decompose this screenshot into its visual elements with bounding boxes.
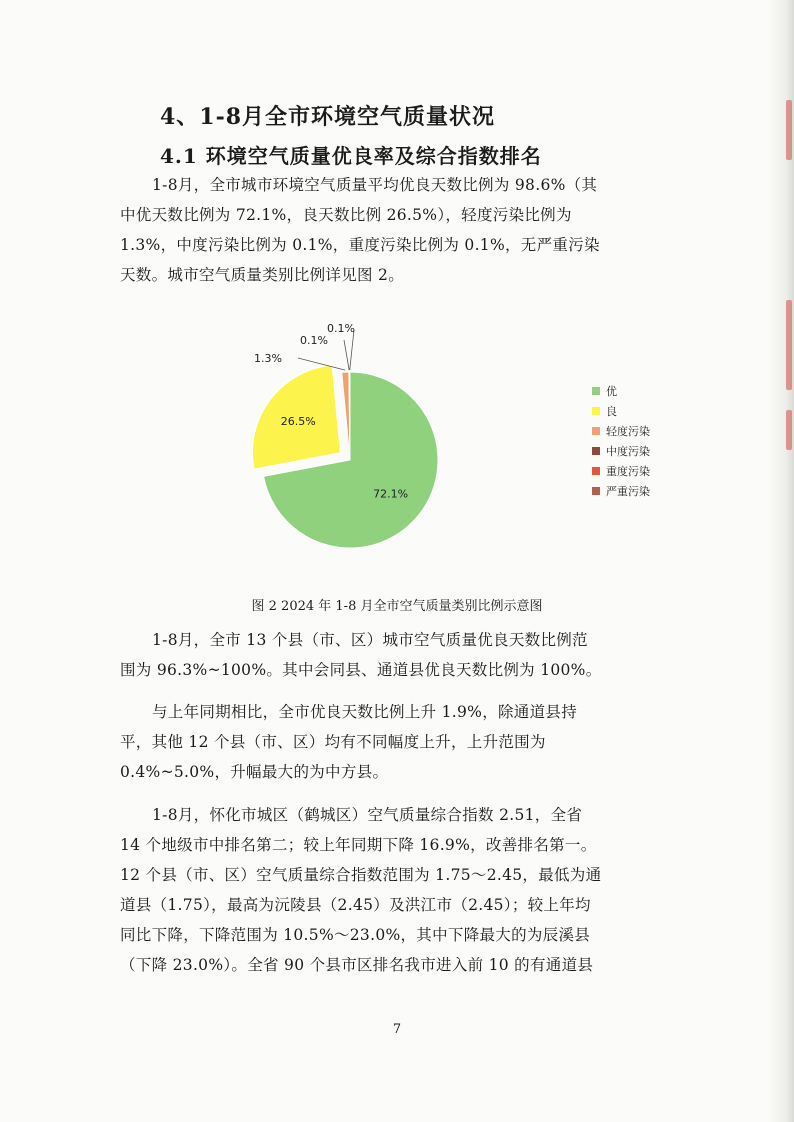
text-line: 天数。城市空气质量类别比例详见图 2。 (120, 266, 404, 284)
pie-slice-5 (349, 372, 350, 460)
text-line: 1-8月，全市 13 个县（市、区）城市空气质量优良天数比例范 (152, 631, 588, 649)
pie-data-label: 26.5% (280, 415, 316, 429)
text-line: 1.3%，中度污染比例为 0.1%，重度污染比例为 0.1%，无严重污染 (120, 236, 600, 254)
scan-edge-mark (786, 410, 792, 450)
scan-edge-mark (786, 300, 792, 390)
text-line: 平，其他 12 个县（市、区）均有不同幅度上升，上升范围为 (120, 733, 546, 751)
paragraph-4 (120, 800, 680, 980)
text-line: 道县（1.75），最高为沅陵县（2.45）及洪江市（2.45）；较上年均 (120, 896, 591, 914)
pie-chart-svg (240, 322, 680, 552)
pie-data-label: 1.3% (254, 352, 282, 365)
text-line: 同比下降，下降范围为 10.5%～23.0%，其中下降最大的为辰溪县 (120, 926, 591, 944)
text-line: 12 个县（市、区）空气质量综合指数范围为 1.75～2.45，最低为通 (120, 866, 602, 884)
legend-swatch (592, 427, 600, 435)
scan-edge-shadow (768, 0, 794, 1122)
text-line: 0.4%~5.0%，升幅最大的为中方县。 (120, 763, 389, 781)
figure-caption: 图 2 2024 年 1-8 月全市空气质量类别比例示意图 (251, 599, 543, 614)
legend-swatch (592, 387, 600, 395)
pie-leader-line (344, 340, 349, 370)
subsection-heading: 4.1 环境空气质量优良率及综合指数排名 (160, 144, 542, 168)
paragraph-2 (120, 625, 680, 685)
pie-chart (240, 322, 680, 552)
text-line: 围为 96.3%~100%。其中会同县、通道县优良天数比例为 100%。 (120, 661, 602, 679)
paragraph-3 (120, 697, 680, 787)
pie-data-label: 72.1% (373, 487, 409, 501)
legend-swatch (592, 447, 600, 455)
text-line: （下降 23.0%）。全省 90 个县市区排名我市进入前 10 的有通道县 (120, 956, 594, 974)
legend-label: 轻度污染 (606, 425, 650, 438)
text-line: 14 个地级市中排名第二；较上年同期下降 16.9%，改善排名第一。 (120, 836, 597, 854)
page-number: 7 (392, 1022, 402, 1037)
pie-data-label: 0.1% (327, 322, 355, 335)
legend-label: 中度污染 (606, 445, 650, 458)
legend-swatch (592, 467, 600, 475)
legend-label: 良 (606, 405, 617, 418)
paragraph-1 (120, 170, 680, 290)
text-line: 1-8月，全市城市环境空气质量平均优良天数比例为 98.6%（其 (152, 176, 598, 194)
text-line: 中优天数比例为 72.1%，良天数比例 26.5%），轻度污染比例为 (120, 206, 572, 224)
section-heading: 4、1-8月全市环境空气质量状况 (160, 104, 496, 130)
pie-leader-line (350, 330, 354, 370)
legend-label: 严重污染 (606, 485, 650, 498)
text-line: 1-8月，怀化市城区（鹤城区）空气质量综合指数 2.51，全省 (152, 806, 583, 824)
legend-swatch (592, 487, 600, 495)
legend-label: 优 (606, 385, 617, 398)
legend-label: 重度污染 (606, 465, 650, 478)
text-line: 与上年同期相比，全市优良天数比例上升 1.9%，除通道县持 (152, 703, 578, 721)
legend-swatch (592, 407, 600, 415)
pie-data-label: 0.1% (300, 334, 328, 347)
scan-edge-mark (786, 100, 792, 160)
